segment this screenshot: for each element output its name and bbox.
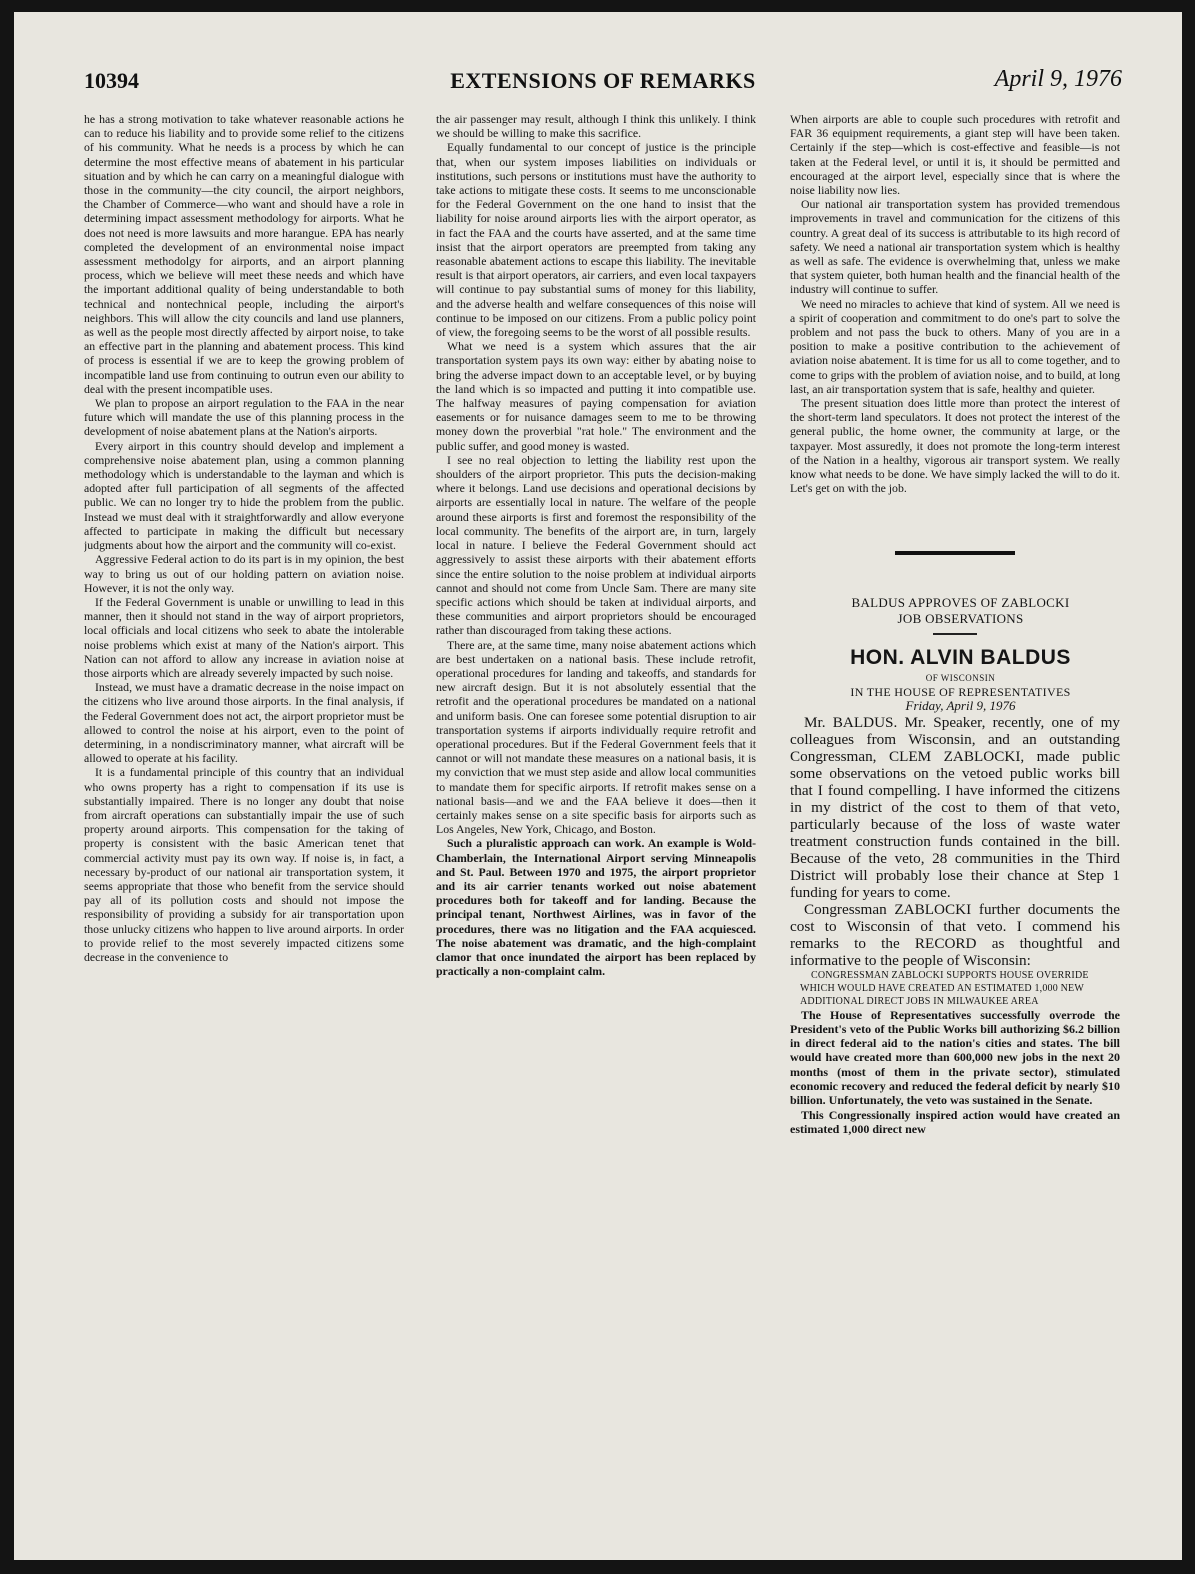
section-title: EXTENSIONS OF REMARKS [450, 68, 756, 93]
paragraph: Such a pluralistic approach can work. An example is Wold-Chamberlain, the International Airport serving Minneapolis and St. Paul. Between 1970 and 1975, the airport proprietor and its air carrier tenants worked out noise abatement procedures both for takeoff and for landing. Because the principal tenant, Northwest Airlines, was in favor of the procedures, there was no litigation and the FAA acquiesced. The noise abatement was dramatic, and the high-complaint clamor that once inundated the airport has been replaced by practically a non-complaint calm. [436, 836, 756, 979]
paragraph: There are, at the same time, many noise abatement actions which are best undertaken on a national basis. These include retrofit, operational procedures for landing and takeoffs, and standards for new aircraft design. But it is not absolutely essential that the retrofit and the operational procedures be mandated on a national and uniform basis. One can foresee some potential disruption to air transportation systems if airports individually require retrofit and operational procedures. But if the Federal Government feels that it cannot or will not mandate these measures on a national basis, it is my conviction that we must step aside and allow local communities to mandate them for specific airports. If retrofit makes sense on a national basis—and we and the FAA believe it does—then it certainly makes sense on a site specific basis for airports such as Los Angeles, New York, Chicago, and Boston. [436, 637, 756, 837]
column-1 [84, 112, 404, 1552]
quoted-text [790, 1008, 1120, 1137]
paragraph: Mr. BALDUS. Mr. Speaker, recently, one of my colleagues from Wisconsin, and an outstanding Congressman, CLEM ZABLOCKI, made public some observations on the vetoed public works bill that I found compelling. I have informed the citizens in my district of the cost to them of that veto, particularly because of the loss of waste water treatment construction funds contained in the bill. Because of the veto, 28 communities in the Third District will probably lose their chance at Step 1 funding for years to come. [790, 713, 1120, 901]
paragraph: The present situation does little more than protect the interest of the short-term land speculators. It does not protect the interest of the general public, the home owner, the community at large, or the taxpayer. Most assuredly, it does not promote the long-term interest of the Nation in a healthy, vigorous air transport system. We really know what needs to be done. We have simply lacked the will to do it. Let's get on with the job. [790, 396, 1120, 496]
column-3 [790, 112, 1120, 1552]
paragraph: he has a strong motivation to take whatever reasonable actions he can to reduce his liability and to provide some relief to the citizens of his community. What he needs is a process by which he can determine the most effective means of abatement in his particular situation and by which he can carry on a meaningful dialogue with those in the community—the city council, the airport neighbors, the Chamber of Commerce—who want and should have a role in determining impact assessment methodology for airports. What he does not need is more lawsuits and more harangue. EPA has nearly completed the development of an environmental noise impact assessment methodolgy for airports, and an airport planning process, which we believe will meet these needs and which have the important additional quality of being understandable to both technical and nontechnical people, including the airport's neighbors. This will allow the city councils and land use planners, as well as the people most directly affected by airport noise, to take an effective part in the planning and abatement process. This kind of process is essential if we are to keep the growing problem of incompatible land use from continuing to outrun even our ability to deal with the present incompatible uses. [84, 112, 404, 396]
paragraph: Every airport in this country should develop and implement a comprehensive noise abatement plan, using a common planning methodology which is understandable to the layman and which is adopted after full participation of all segments of the affected public. We can no longer try to hide the problem from the public. Instead we must deal with it straightforwardly and allow everyone affected to participate in making the difficult but necessary judgments about how the airport and the community will co-exist. [84, 438, 404, 553]
page-header [84, 68, 1122, 108]
section-divider [895, 551, 1015, 555]
title-rule [933, 633, 977, 635]
column-2 [436, 112, 756, 1552]
page-number: 10394 [84, 68, 139, 93]
paragraph: I see no real objection to letting the liability rest upon the shoulders of the airport proprietor. This puts the decision-making where it belongs. Land use decisions and operational decisions by airports are essentially local in nature. The welfare of the people around these airports is first and foremost the responsibility of the local community. The benefits of the airport are, in turn, largely local in nature. I believe the Federal Government should act aggressively to assist these airports with their abatement efforts since the entire solution to the noise problem at individual airports cannot and should not come from Uncle Sam. There are many site specific actions which should be taken at individual airports, and these communities and airport proprietors should be encouraged rather than discouraged from taking these actions. [436, 452, 756, 638]
paragraph: Equally fundamental to our concept of justice is the principle that, when our system imposes liabilities on individuals or institutions, such persons or institutions must have the authority to take actions to mitigate these costs. It seems to me unconscionable for the Federal Government on the one hand to insist that the liability for noise around airports lies with the airport operator, as in fact the FAA and the courts have asserted, and at the same time insist that the airport operators are preempted from taking any reasonable abatement actions to escape this liability. The inevitable result is that airport operators, air carriers, and even local taxpayers will continue to pay substantial sums of money for this liability, and the adverse health and welfare consequences of this noise will continue to be imposed on our citizens. From a public policy point of view, the foregoing seems to be the worst of all possible results. [436, 140, 756, 340]
speaker-name: HON. ALVIN BALDUS [850, 645, 1071, 669]
subheading: CONGRESSMAN ZABLOCKI SUPPORTS HOUSE OVERRIDE WHICH WOULD HAVE CREATED AN ESTIMATED 1,000 NEW ADDITIONAL DIRECT JOBS IN MILWAUKEE AREA [800, 969, 1089, 1007]
article-title: JOB OBSERVATIONS [897, 611, 1024, 627]
paragraph: Aggressive Federal action to do its part is in my opinion, the best way to bring us out of our holding pattern on aviation noise. However, it is not the only way. [84, 552, 404, 595]
paragraph: We need no miracles to achieve that kind of system. All we need is a spirit of cooperation and commitment to do one's part to solve the problem and not pass the buck to others. Many of you are in a position to make a positive contribution to the achievement of aviation noise abatement. It is time for us all to come together, and to come to grips with the problem of aviation noise, and to build, at long last, an air transportation system that is safe, healthy and quieter. [790, 296, 1120, 396]
speaker-state: OF WISCONSIN [925, 672, 996, 683]
article-title: BALDUS APPROVES OF ZABLOCKI [851, 595, 1070, 611]
paragraph: Instead, we must have a dramatic decrease in the noise impact on the citizens who live around those airports. In the final analysis, if the Federal Government does not act, the airport proprietor must be allowed to control the noise at his airport, even to the point of determining, in a nondiscriminatory manner, what aircraft will be allowed to operate at his facility. [84, 680, 404, 766]
paragraph: Congressman ZABLOCKI further documents the cost to Wisconsin of that veto. I commend his remarks to the RECORD as thoughtful and informative to the people of Wisconsin: [790, 900, 1120, 969]
speech-date: Friday, April 9, 1976 [905, 698, 1016, 714]
paragraph: What we need is a system which assures that the air transportation system pays its own way: either by abating noise to bring the adverse impact down to an acceptable level, or by buying the land which is so impacted and putting it into compatible use. The halfway measures of paying compensation for aviation easements or for nuisance damages seem to me to be throwing money down the proverbial "rat hole." The environment and the public suffer, and good money is wasted. [436, 339, 756, 453]
paragraph: We plan to propose an airport regulation to the FAA in the near future which will mandate the use of this planning process in the development of noise abatement plans at the Nation's airports. [84, 396, 404, 439]
paragraph: the air passenger may result, although I think this unlikely. I think we should be willing to make this sacrifice. [436, 112, 756, 141]
paragraph: When airports are able to couple such procedures with retrofit and FAR 36 equipment requirements, a giant step will have been taken. Certainly if the step—which is cost-effective and feasible—is not taken at the Federal level, or until it is, it should be permitted and encouraged at the airport level, especially since that is where the noise liability now lies. [790, 112, 1120, 198]
paragraph: This Congressionally inspired action would have created an estimated 1,000 direct new [790, 1107, 1120, 1136]
chamber-line: IN THE HOUSE OF REPRESENTATIVES [850, 685, 1071, 700]
document-page [14, 12, 1182, 1560]
paragraph: It is a fundamental principle of this country that an individual who owns property has a right to compensation if its use is substantially impaired. There is no longer any doubt that noise from aircraft operations can substantially impair the use of such property around airports. This compensation for the taking of property is consistent with the basic American tenet that commercial activity must pay its own way. If noise is, in fact, a necessary by-product of our national air transportation system, it seems appropriate that those who benefit from the service should pay all of its pollution costs and should not impose the responsibility of providing a subsidy for air transportation upon those unlucky citizens who happen to live around airports. In order to provide relief to the most severely impacted citizens some decrease in the convenience to [84, 765, 404, 964]
paragraph: If the Federal Government is unable or unwilling to lead in this manner, then it should not stand in the way of airport proprietors, local officials and local citizens who seek to abate the intolerable noise problems which exist at many of the Nation's airport. This Nation can not afford to allow any increase in aviation noise at those airports which are already severely impacted by such noise. [84, 594, 404, 680]
paragraph: Our national air transportation system has provided tremendous improvements in travel and communication for the citizens of this country. A great deal of its success is attributable to its high record of safety. We need a national air transportation system which is healthy as well as safe. The evidence is overwhelming that, unless we make that system quieter, both human health and the financial health of the industry will continue to suffer. [790, 197, 1120, 297]
paragraph: The House of Representatives successfully overrode the President's veto of the Public Works bill authorizing $6.2 billion in direct federal aid to the nation's cities and states. The bill would have created more than 600,000 new jobs in the next 20 months (most of them in the private sector), stimulated economic recovery and reduced the federal deficit by nearly $10 billion. Unfortunately, the veto was sustained in the Senate. [790, 1007, 1120, 1108]
speech-body [790, 714, 1120, 969]
header-date: April 9, 1976 [994, 66, 1122, 92]
